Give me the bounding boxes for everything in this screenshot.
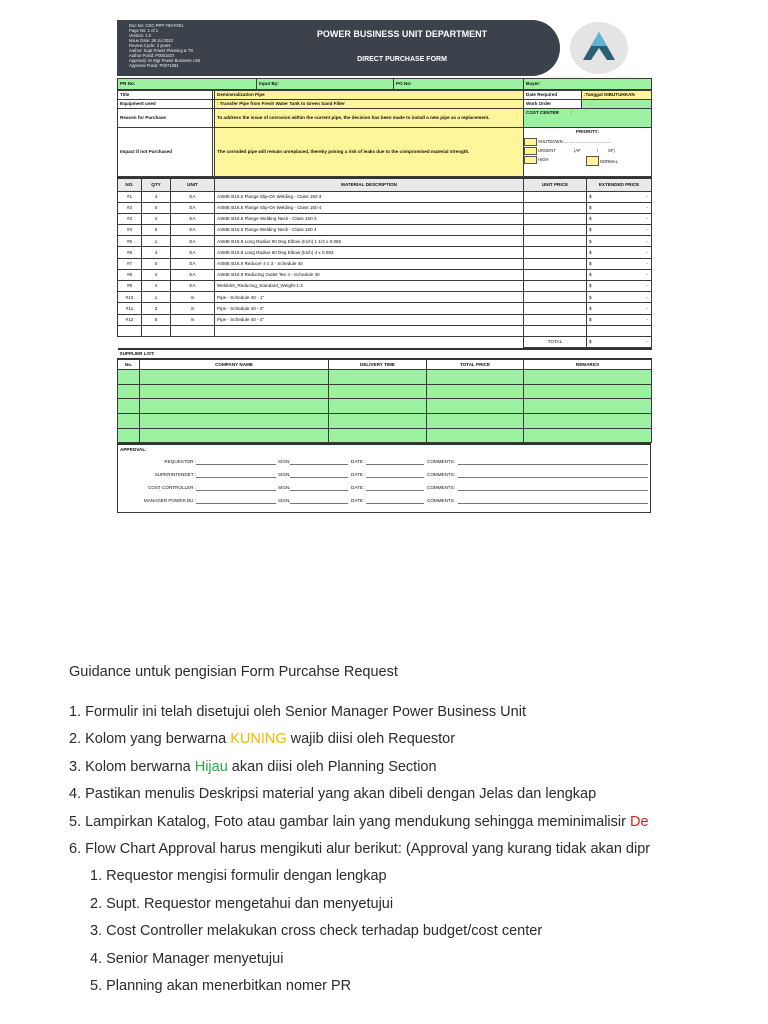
row-extended-price: $ - (587, 213, 652, 224)
date-label: DATE : (351, 472, 366, 478)
sf-label: SF) (608, 148, 615, 153)
row-description[interactable]: ASME B16.9 Long Radius 90 Deg Elbow (Inch) 4 x 0.083 (215, 247, 524, 258)
date-required-label: Date Required (524, 91, 582, 100)
approval-step-4: 4. Senior Manager menyetujui (90, 950, 284, 967)
row-unit[interactable]: EA (171, 213, 215, 224)
material-row (118, 314, 652, 325)
buyer-field[interactable]: Buyer: (524, 79, 652, 90)
kuning-highlight: KUNING (230, 731, 287, 748)
row-extended-price: $ - (587, 292, 652, 303)
date-required-field[interactable]: :Tanggal DIBUTUHKAN (582, 91, 652, 100)
material-row (118, 202, 652, 213)
row-unit[interactable]: m (171, 303, 215, 314)
row-qty[interactable]: 5 (142, 314, 171, 325)
delivery-time-cell[interactable] (329, 428, 427, 443)
date-label: DATE : (351, 459, 366, 465)
sign-label: SIGN: (278, 498, 291, 504)
comments-field[interactable] (458, 485, 648, 491)
row-extended-price: $ - (587, 191, 652, 202)
row-no: #3 (118, 213, 142, 224)
af-sf-separator: / (597, 148, 599, 153)
po-no-field[interactable]: PO No: (394, 79, 524, 90)
sign-label: SIGN: (278, 459, 291, 465)
company-logo-triangle-icon (581, 30, 617, 66)
total-value: $ - (587, 336, 652, 347)
approval-name-field[interactable] (196, 459, 276, 465)
sign-field[interactable] (290, 459, 348, 465)
materials-table (117, 177, 652, 348)
sign-label: SIGN: (278, 485, 291, 491)
remarks-cell[interactable] (524, 428, 652, 443)
date-field[interactable] (366, 498, 424, 504)
row-no: #9 (118, 281, 142, 292)
col-extended-price-header: EXTENDED PRICE (587, 178, 652, 191)
row-qty[interactable]: 4 (142, 191, 171, 202)
impact-field[interactable]: The corroded pipe will remain unreplaced, thereby posing a risk of leaks due to the compromised material strength. (215, 128, 524, 177)
material-row (118, 303, 652, 314)
delivery-time-cell[interactable] (329, 370, 427, 385)
approval-row (118, 457, 652, 467)
row-unit-price[interactable] (524, 314, 587, 325)
total-price-cell[interactable] (427, 384, 524, 399)
guidance-item-5: 5. Lampirkan Katalog, Foto atau gambar lain yang mendukung sehingga meminimalisir De (69, 813, 649, 830)
reason-field[interactable]: To address the issue of corrosion within the current pipe, the decision has been made to install a new pipe as a replacement. (215, 109, 524, 128)
approval-name-field[interactable] (196, 472, 276, 478)
date-field[interactable] (366, 485, 424, 491)
comments-label: COMMENTS: (427, 498, 456, 504)
sign-field[interactable] (290, 472, 348, 478)
supplier-no-cell[interactable] (118, 370, 140, 385)
comments-label: COMMENTS: (427, 459, 456, 465)
remarks-cell[interactable] (524, 384, 652, 399)
col-unit-header: UNIT (171, 178, 215, 191)
material-row (118, 292, 652, 303)
company-name-cell[interactable] (140, 399, 329, 414)
approval-role-label: MANAGER POWER BU : (143, 498, 196, 504)
row-qty[interactable]: 3 (142, 303, 171, 314)
row-unit-price[interactable] (524, 258, 587, 269)
form-header (117, 20, 651, 78)
row-unit[interactable]: m (171, 314, 215, 325)
col-desc-header: MATERIAL DESCRIPTION (215, 178, 524, 191)
row-unit[interactable]: EA (171, 225, 215, 236)
work-order-label: Work Order (524, 100, 582, 109)
guidance-section (69, 664, 768, 1005)
row-description[interactable]: ASME B16.9 Reducer 4 x 3 - Schedule 40 (215, 258, 524, 269)
row-no: #11 (118, 303, 142, 314)
comments-field[interactable] (458, 498, 648, 504)
urgent-label: URGENT (538, 148, 556, 153)
row-qty[interactable]: 4 (142, 202, 171, 213)
row-unit-price[interactable] (524, 225, 587, 236)
title-field[interactable]: Demineralization Pipe (215, 91, 524, 100)
row-qty[interactable]: 5 (142, 225, 171, 236)
shutdown-checkbox[interactable] (524, 138, 537, 146)
row-qty[interactable]: 1 (142, 292, 171, 303)
materials-body (118, 191, 652, 336)
form-title: DIRECT PURCHASE FORM (357, 56, 447, 63)
approval-role-label: COST CONTROLLER : (148, 485, 196, 491)
remarks-cell[interactable] (524, 399, 652, 414)
input-by-field[interactable]: Input By: (257, 79, 394, 90)
approval-row (118, 470, 652, 480)
row-no: #7 (118, 258, 142, 269)
row-extended-price: $ - (587, 269, 652, 280)
material-row (118, 258, 652, 269)
row-unit[interactable]: EA (171, 236, 215, 247)
row-no: #8 (118, 269, 142, 280)
remarks-header: REMARKS (524, 359, 652, 370)
company-name-header: COMPANY NAME (140, 359, 329, 370)
row-unit[interactable]: m (171, 292, 215, 303)
material-row (118, 269, 652, 280)
normal-label: NORMAL (600, 159, 618, 164)
row-unit-price[interactable] (524, 269, 587, 280)
row-description[interactable]: ASME B16.5 Flange Slip-On Welding - Class 150 3 (215, 191, 524, 202)
supplier-no-header: No. (118, 359, 140, 370)
delivery-time-cell[interactable] (329, 399, 427, 414)
row-qty[interactable]: 4 (142, 213, 171, 224)
approval-name-field[interactable] (196, 485, 276, 491)
cost-center-field[interactable]: : (570, 110, 572, 115)
row-extended-price: $ - (587, 281, 652, 292)
material-row (118, 247, 652, 258)
row-description[interactable]: ASME B16.5 Flange Welding Neck - Class 150 3 (215, 213, 524, 224)
approval-name-field[interactable] (196, 498, 276, 504)
comments-field[interactable] (458, 472, 648, 478)
priority-box (524, 128, 652, 177)
company-name-cell[interactable] (140, 428, 329, 443)
approval-role-label: SUPERINTENDET : (154, 472, 196, 478)
material-row (118, 225, 652, 236)
comments-label: COMMENTS: (427, 485, 456, 491)
delivery-time-header: DELIVERY TIME (329, 359, 427, 370)
row-extended-price: $ - (587, 202, 652, 213)
row-extended-price: $ - (587, 303, 652, 314)
hijau-highlight: Hijau (194, 758, 228, 775)
sign-field[interactable] (290, 485, 348, 491)
equipment-field[interactable]: : Transfer Pipe from Fresh Water Tank to Green Sand Filter (215, 100, 524, 109)
row-extended-price: $ - (587, 247, 652, 258)
approval-row (118, 483, 652, 493)
row-unit[interactable]: EA (171, 191, 215, 202)
company-logo (570, 22, 628, 74)
total-row (118, 336, 652, 347)
af-label: (AF (574, 148, 581, 153)
row-extended-price: $ - (587, 314, 652, 325)
supplier-row (118, 399, 652, 414)
priority-label: PRIORITY: (576, 129, 599, 134)
row-qty[interactable]: 4 (142, 281, 171, 292)
sign-label: SIGN: (278, 472, 291, 478)
row-description[interactable]: ASME B16.5 Flange Slip-On Welding - Class 150 4 (215, 202, 524, 213)
row-unit-price[interactable] (524, 236, 587, 247)
total-price-cell[interactable] (427, 414, 524, 429)
row-unit[interactable]: EA (171, 247, 215, 258)
guidance-item-2: 2. Kolom yang berwarna KUNING wajib diisi oleh Requestor (69, 731, 456, 748)
guidance-item-6: 6. Flow Chart Approval harus mengikuti alur berikut: (Approval yang kurang tidak akan dipr (69, 840, 651, 857)
pr-no-field[interactable]: PR No: (118, 79, 257, 90)
delivery-time-cell[interactable] (329, 414, 427, 429)
supplier-list-title: SUPPLIER LIST: (118, 349, 652, 359)
row-extended-price: $ - (587, 236, 652, 247)
row-qty[interactable]: 4 (142, 269, 171, 280)
row-unit-price[interactable] (524, 213, 587, 224)
supplier-body (118, 370, 652, 443)
row-extended-price: $ - (587, 225, 652, 236)
normal-checkbox[interactable] (586, 156, 599, 166)
row-unit-price[interactable] (524, 292, 587, 303)
row-unit-price[interactable] (524, 191, 587, 202)
row-no: #4 (118, 225, 142, 236)
guidance-item-1: 1. Formulir ini telah disetujui oleh Senior Manager Power Business Unit (69, 704, 526, 720)
remarks-cell[interactable] (524, 370, 652, 385)
col-no-header: NO. (118, 178, 142, 191)
guidance-item-3: 3. Kolom berwarna Hijau akan diisi oleh Planning Section (69, 758, 437, 775)
col-qty-header: QTY (142, 178, 171, 191)
request-info-table (117, 90, 652, 177)
row-description[interactable]: Pipe - Schedule 40 - 4" (215, 314, 524, 325)
row-unit-price[interactable] (524, 281, 587, 292)
reason-label: Reason for Purchase (118, 109, 213, 128)
pr-info-row (117, 78, 652, 90)
total-label: TOTAL (524, 336, 587, 347)
col-unit-price-header: UNIT PRICE (524, 178, 587, 191)
comments-label: COMMENTS: (427, 472, 456, 478)
approval-section (117, 443, 651, 513)
approval-step-3: 3. Cost Controller melakukan cross check terhadap budget/cost center (90, 923, 543, 940)
supplier-no-cell[interactable] (118, 428, 140, 443)
guidance-item-4: 4. Pastikan menulis Deskripsi material yang akan dibeli dengan Jelas dan lengkap (69, 786, 597, 803)
company-name-cell[interactable] (140, 414, 329, 429)
supplier-table (117, 348, 652, 443)
material-row (118, 281, 652, 292)
supplier-row (118, 414, 652, 429)
material-row-blank (118, 325, 652, 336)
row-unit-price[interactable] (524, 247, 587, 258)
comments-field[interactable] (458, 459, 648, 465)
row-description[interactable]: Pipe - Schedule 40 - 1" (215, 292, 524, 303)
row-qty[interactable]: 4 (142, 258, 171, 269)
document-control-info: Doc No: CDC-PPP-700-F001 Page No: 1 of 1 Version: 1.0 Issue Date: 28 Jul 2022 Review Cycle: 2 years Author: Supt Power Planning & TS Author Posid: P0001637 Approval: Sr Mgr Power Business Unit Approval Posid: P0071081 (129, 23, 201, 68)
approval-step-5: 5. Planning akan menerbitkan nomer PR (90, 977, 352, 994)
date-label: DATE : (351, 498, 366, 504)
date-field[interactable] (366, 472, 424, 478)
total-price-cell[interactable] (427, 370, 524, 385)
material-row (118, 191, 652, 202)
approval-role-label: REQUESTOR : (164, 459, 196, 465)
department-title: POWER BUSINESS UNIT DEPARTMENT (316, 29, 488, 39)
supplier-no-cell[interactable] (118, 414, 140, 429)
high-checkbox[interactable] (524, 156, 537, 164)
material-row (118, 213, 652, 224)
company-name-cell[interactable] (140, 384, 329, 399)
supplier-row (118, 428, 652, 443)
total-price-cell[interactable] (427, 428, 524, 443)
row-unit-price[interactable] (524, 303, 587, 314)
row-unit-price[interactable] (524, 202, 587, 213)
row-no: #1 (118, 191, 142, 202)
direct-purchase-form (117, 20, 651, 513)
row-no: #12 (118, 314, 142, 325)
supplier-row (118, 370, 652, 385)
delivery-time-cell[interactable] (329, 384, 427, 399)
approval-title: APPROVAL: (120, 447, 147, 453)
row-description[interactable]: Weldolet_Reducing_Standard_Weight-1-2 (215, 281, 524, 292)
row-description[interactable]: ASME B16.9 Long Radius 90 Deg Elbow (Inch) 1 1/2 x 0.065 (215, 236, 524, 247)
impact-label: Impact if not Purchased (118, 128, 213, 177)
row-no: #2 (118, 202, 142, 213)
guidance-title: Guidance untuk pengisian Form Purcahse Request (69, 664, 398, 680)
shutdown-label: SHUTDOWN ......................................... (538, 139, 612, 144)
urgent-checkbox[interactable] (524, 147, 537, 155)
approval-step-2: 2. Supt. Requestor mengetahui dan menyetujui (90, 895, 394, 912)
red-highlight: De (629, 813, 649, 830)
row-unit[interactable]: EA (171, 281, 215, 292)
row-unit[interactable]: EA (171, 202, 215, 213)
row-unit[interactable]: EA (171, 269, 215, 280)
row-no: #5 (118, 236, 142, 247)
sign-field[interactable] (290, 498, 348, 504)
remarks-cell[interactable] (524, 414, 652, 429)
row-description[interactable]: ASME B16.9 Reducing Outlet Tee 4 - Schedule 40 (215, 269, 524, 280)
row-extended-price: $ - (587, 258, 652, 269)
row-qty[interactable]: 1 (142, 236, 171, 247)
cost-center-label: COST CENTER (526, 110, 559, 115)
supplier-no-cell[interactable] (118, 399, 140, 414)
work-order-field[interactable]: : (582, 100, 652, 109)
total-price-header: TOTAL PRICE (427, 359, 524, 370)
row-description[interactable]: Pipe - Schedule 40 - 3" (215, 303, 524, 314)
row-qty[interactable]: 4 (142, 247, 171, 258)
approval-step-1: 1. Requestor mengisi formulir dengan lengkap (90, 868, 387, 885)
date-field[interactable] (366, 459, 424, 465)
row-no: #10 (118, 292, 142, 303)
row-no: #6 (118, 247, 142, 258)
supplier-row (118, 384, 652, 399)
approval-row (118, 496, 652, 506)
equipment-label: Equipment used (118, 100, 213, 109)
date-label: DATE : (351, 485, 366, 491)
company-name-cell[interactable] (140, 370, 329, 385)
material-row (118, 236, 652, 247)
row-description[interactable]: ASME B16.5 Flange Welding Neck - Class 150 4 (215, 225, 524, 236)
row-unit[interactable]: EA (171, 258, 215, 269)
supplier-no-cell[interactable] (118, 384, 140, 399)
header-banner (117, 20, 560, 76)
total-price-cell[interactable] (427, 399, 524, 414)
title-label: Title (118, 91, 213, 100)
high-label: HIGH (538, 157, 549, 162)
